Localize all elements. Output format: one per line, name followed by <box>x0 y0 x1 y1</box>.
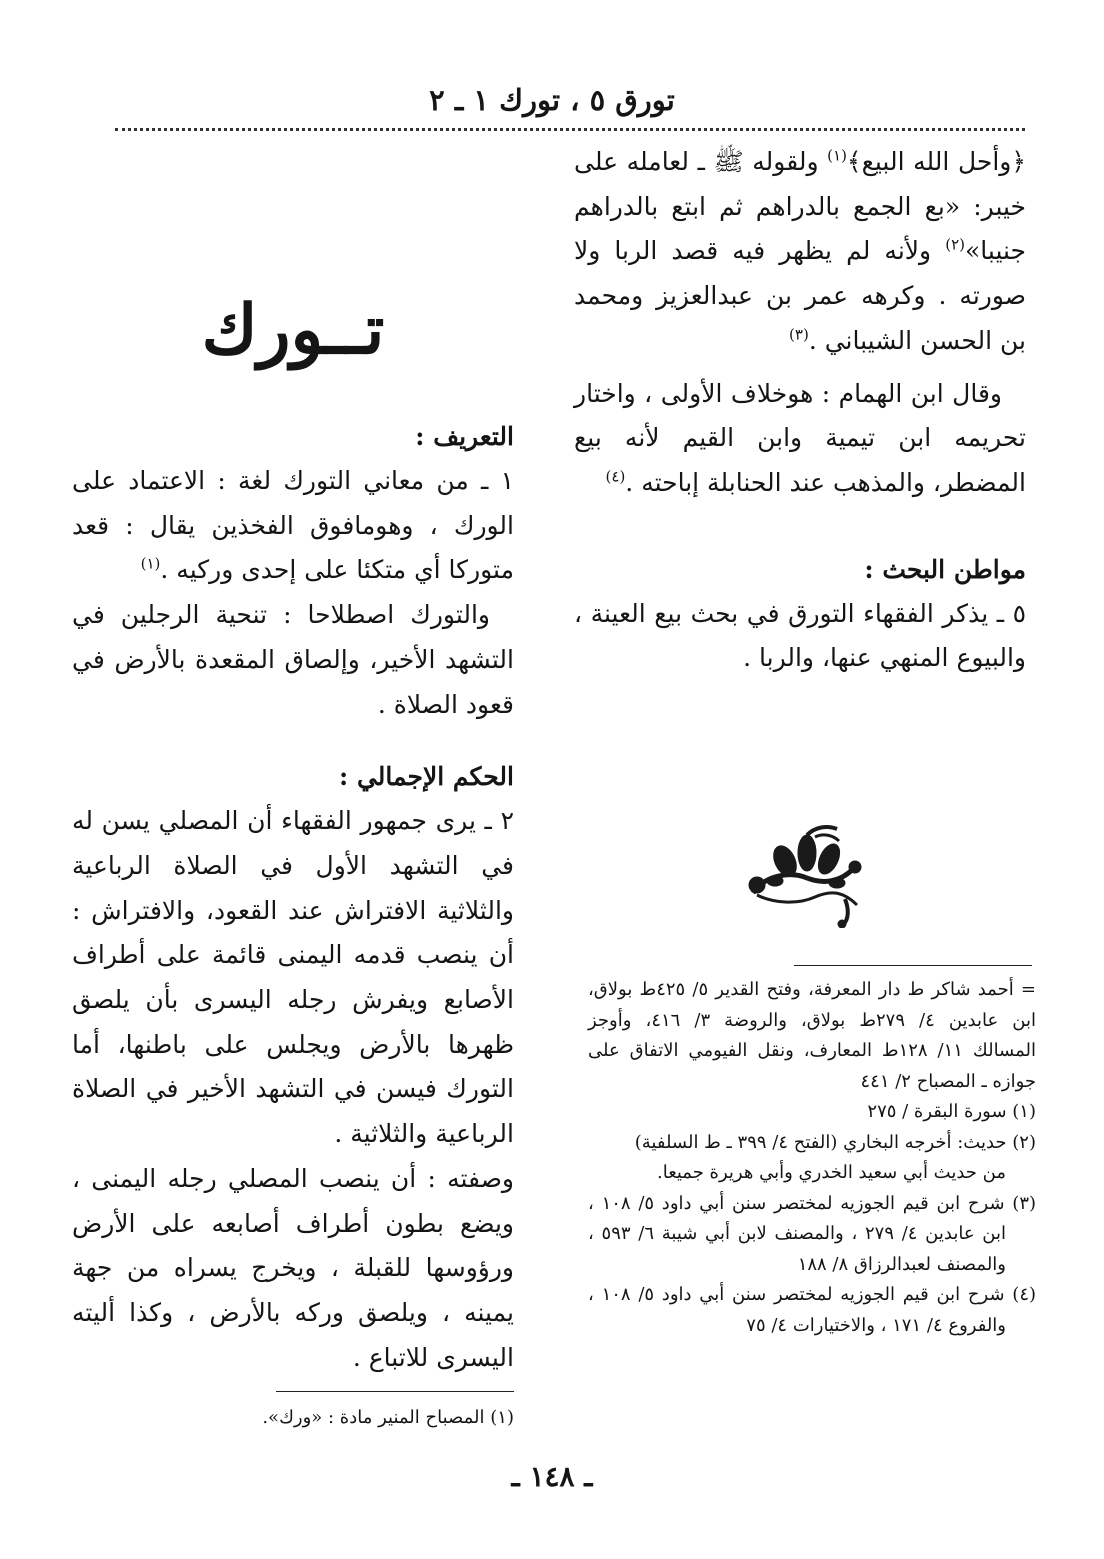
page-number: ـ ١٤٨ ـ <box>511 1460 593 1493</box>
definition-paragraph-1 <box>72 459 514 593</box>
mawatin-heading: مواطن البحث : <box>864 554 1026 584</box>
footnote-ref-4: (٤) <box>605 467 626 486</box>
footnote-separator-left <box>276 1391 514 1392</box>
footnote-separator-right <box>794 965 1032 966</box>
left-column <box>72 140 514 1380</box>
definition-heading: التعريف : <box>415 422 514 451</box>
description-paragraph: وصفته : أن ينصب المصلي رجله اليمنى ، ويضع بطون أطراف أصابعه على الأرض ورؤوسها للقبلة ، ويخرج يسراه من جهة يمينه ، ويلصق وركه بالأرض ، وكذا أليته اليسرى للاتباع . <box>72 1163 514 1372</box>
footnote-1: (١) سورة البقرة / ٢٧٥ <box>867 1101 1036 1122</box>
footnote-2: (٢) حديث: أخرجه البخاري (الفتح ٤/ ٣٩٩ ـ ط السلفية) <box>634 1131 1036 1153</box>
footnote-ref-left-1: (١) <box>140 555 161 574</box>
ruling-heading: الحكم الإجمالي : <box>339 762 514 792</box>
header-dotted-rule <box>115 128 1025 131</box>
footnote-ref-3: (٣) <box>789 325 809 344</box>
footnote-3: (٣) شرح ابن قيم الجوزيه لمختصر سنن أبي داود ٥/ ١٠٨ ، ابن عابدين ٤/ ٢٧٩ ، والمصنف لابن أبي شيبة ٦/ ٥٩٣ ، والمصنف لعبدالرزاق ٨/ ١٨٨ <box>588 1192 1037 1275</box>
definition-text-1: ١ ـ من معاني التورك لغة : الاعتماد على الورك ، وهومافوق الفخذين يقال : قعد متوركا أي متكئا على إحدى وركيه . <box>72 466 514 585</box>
continuation-paragraph <box>574 140 1026 364</box>
article-title: تــورك <box>201 290 385 370</box>
ruling-paragraph: ٢ ـ يرى جمهور الفقهاء أن المصلي يسن له في التشهد الأول في الصلاة الرباعية والثلاثية الافتراش عند القعود، والافتراش : أن ينصب قدمه اليمنى قائمة على أطراف الأصابع ويفرش رجله اليسرى بأن يلصق ظهرها بالأرض ويجلس على باطنها، أما التورك فيسن في التشهد الأخير في الصلاة الرباعية والثلاثية . <box>72 806 514 1149</box>
footnotes-right <box>588 975 1036 1341</box>
ibn-humam-text: وقال ابن الهمام : هوخلاف الأولى ، واختار تحريمه ابن تيمية وابن القيم لأنه بيع المضطر، والمذهب عند الحنابلة إباحته . <box>574 378 1026 497</box>
right-column <box>574 140 1026 681</box>
footnote-continued: = أحمد شاكر ط دار المعرفة، وفتح القدير ٥/ ٤٢٥ط بولاق، ابن عابدين ٤/ ٢٧٩ط بولاق، والروضة ٣/ ٤١٦، وأوجز المسالك ١١/ ١٢٨ط المعارف، ونقل الفيومي الاتفاق على جوازه ـ المصباح ٢/ ٤٤١ <box>588 979 1037 1092</box>
footnote-ref-1: (١) <box>827 146 847 165</box>
opinion-text: ولأنه لم يظهر فيه قصد الربا ولا صورته . وكرهه عمر بن عبدالعزيز ومحمد بن الحسن الشيباني . <box>574 236 1026 355</box>
footnote-2-continued: من حديث أبي سعيد الخدري وأبي هريرة جميعا. <box>656 1162 1006 1183</box>
hadith-text: ولقوله ﷺ ـ لعامله على خيبر: «بع الجمع بالدراهم ثم ابتع بالدراهم جنيبا» <box>574 147 1026 266</box>
footnote-4: (٤) شرح ابن قيم الجوزيه لمختصر سنن أبي داود ٥/ ١٠٨ ، والفروع ٤/ ١٧١ ، والاختيارات ٤/ ٧٥ <box>588 1284 1037 1336</box>
ibn-humam-paragraph <box>574 372 1026 506</box>
definition-paragraph-2: والتورك اصطلاحا : تنحية الرجلين في التشهد الأخير، وإلصاق المقعدة بالأرض في قعود الصلاة . <box>72 600 514 719</box>
quran-verse: ﴿وأحل الله البيع﴾ <box>846 147 1026 176</box>
footnote-left: (١) المصباح المنير مادة : «ورك». <box>262 1407 514 1428</box>
floral-ornament <box>745 823 870 928</box>
mawatin-paragraph: ٥ ـ يذكر الفقهاء التورق في بحث بيع العينة ، والبيوع المنهي عنها، والربا . <box>574 598 1026 673</box>
running-header: تورق ٥ ، تورك ١ ـ ٢ <box>429 83 675 117</box>
footnote-ref-2: (٢) <box>945 236 965 255</box>
